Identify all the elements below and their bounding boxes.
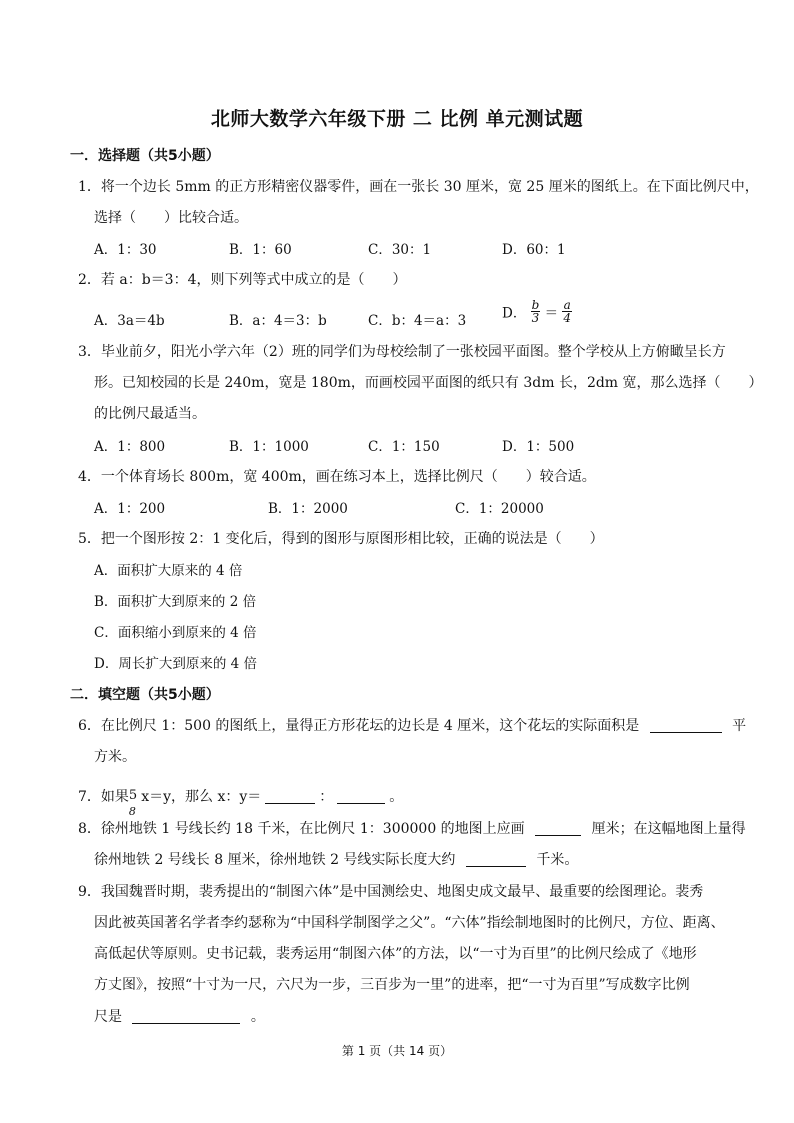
q6-text-pre: 6．在比例尺 1：500 的图纸上，量得正方形花坛的边长是 4 厘米，这个花坛的实际面积是 <box>78 718 640 734</box>
q5-option-c[interactable]: C．面积缩小到原来的 4 倍 <box>94 625 257 641</box>
q1-option-d[interactable]: D．60：1 <box>502 242 566 258</box>
q1-option-b[interactable]: B．1：60 <box>229 242 292 258</box>
question-3-text-cont: 形。已知校园的长是 240m，宽是 180m，而画校园平面图的纸只有 3dm 长，2dm 宽，那么选择（ ） <box>94 375 763 391</box>
q9-answer-blank[interactable] <box>132 1008 240 1024</box>
question-5-text: 5．把一个图形按 2：1 变化后，得到的图形与原图形相比较，正确的说法是（ ） <box>78 531 604 547</box>
q8-text-pre: 8．徐州地铁 1 号线长约 18 千米，在比例尺 1：300000 的地图上应画 <box>78 821 525 837</box>
q7-separator: ： <box>319 789 334 805</box>
q1-option-c[interactable]: C．30：1 <box>368 242 432 258</box>
q3-option-a[interactable]: A．1：800 <box>94 439 166 455</box>
page-title: 北师大数学六年级下册 二 比例 单元测试题 <box>210 108 584 130</box>
q7-text-mid: x＝y，那么 x：y＝ <box>141 789 262 805</box>
q5-option-a[interactable]: A．面积扩大原来的 4 倍 <box>94 563 243 579</box>
question-4-text: 4．一个体育场长 800m，宽 400m，画在练习本上，选择比例尺（ ）较合适。 <box>78 469 596 485</box>
question-8-text <box>78 818 746 838</box>
q9-text-line5-pre: 尺是 <box>94 1009 122 1025</box>
question-3-text-cont2: 的比例尺最适当。 <box>94 406 206 422</box>
q2-option-b[interactable]: B．a：4＝3：b <box>229 313 327 329</box>
q2-option-d-fraction-left: $\frac{b}{3}$ <box>531 298 540 325</box>
question-6-text-cont: 方米。 <box>94 749 136 765</box>
q4-option-a[interactable]: A．1：200 <box>94 501 166 517</box>
question-1-text: 1．将一个边长 5mm 的正方形精密仪器零件，画在一张长 30 厘米，宽 25 厘米的图纸上。在下面比例尺中， <box>78 179 759 195</box>
q7-answer-blank-2[interactable] <box>337 788 385 804</box>
question-8-text-cont <box>94 849 578 869</box>
question-9-text-cont4 <box>94 1006 265 1026</box>
q3-option-c[interactable]: C．1：150 <box>368 439 440 455</box>
question-9-text-cont: 因此被英国著名学者李约瑟称为“中国科学制图学之父”。“六体”指绘制地图时的比例尺，方位、距离、 <box>94 915 725 931</box>
page-footer: 第 1 页（共 14 页） <box>341 1044 453 1058</box>
q2-option-d[interactable] <box>502 299 572 324</box>
q3-option-b[interactable]: B．1：1000 <box>229 439 309 455</box>
q6-text-post: 平 <box>732 718 747 734</box>
section-choice-heading: 一．选择题（共5小题） <box>70 148 220 164</box>
q8-text-line2-post: 千米。 <box>536 852 579 868</box>
q2-option-a[interactable]: A．3a＝4b <box>94 313 165 329</box>
q3-option-d[interactable]: D．1：500 <box>502 439 575 455</box>
q6-answer-blank[interactable] <box>650 717 722 733</box>
q5-option-b[interactable]: B．面积扩大到原来的 2 倍 <box>94 594 257 610</box>
q5-option-d[interactable]: D．周长扩大到原来的 4 倍 <box>94 656 257 672</box>
q7-answer-blank-1[interactable] <box>265 788 315 804</box>
q9-text-line5-post: 。 <box>250 1009 265 1025</box>
question-3-text: 3．毕业前夕，阳光小学六年（2）班的同学们为母校绘制了一张校园平面图。整个学校从上方俯瞰呈长方 <box>78 344 726 360</box>
q8-text-post: 厘米；在这幅地图上量得 <box>591 821 746 837</box>
section-fill-heading: 二．填空题（共5小题） <box>70 687 220 703</box>
q7-fraction: 5 8 <box>128 788 138 818</box>
question-7-text <box>78 786 404 818</box>
q8-answer-blank-2[interactable] <box>466 851 526 867</box>
q7-text-end: 。 <box>389 789 404 805</box>
q2-option-c[interactable]: C．b：4＝a：3 <box>368 313 467 329</box>
question-1-text-cont: 选择（ ）比较合适。 <box>94 210 248 226</box>
question-6-text <box>78 715 746 735</box>
q8-answer-blank-1[interactable] <box>535 820 581 836</box>
question-9-text: 9．我国魏晋时期，裴秀提出的“制图六体”是中国测绘史、地图史成文最早、最重要的绘图理论。裴秀 <box>78 884 704 900</box>
question-9-text-cont2: 高低起伏等原则。史书记载，裴秀运用“制图六体”的方法，以“一寸为百里”的比例尺绘成了《地形 <box>94 946 697 962</box>
q2-option-d-label: D． <box>502 305 527 322</box>
q1-option-a[interactable]: A．1：30 <box>94 242 157 258</box>
q2-option-d-fraction-right: $\frac{a}{4}$ <box>563 298 572 325</box>
question-2-text: 2．若 a：b＝3：4，则下列等式中成立的是（ ） <box>78 272 407 288</box>
question-9-text-cont3: 方丈图》，按照“十寸为一尺，六尺为一步，三百步为一里”的进率，把“一寸为百里”写成数字比例 <box>94 977 690 993</box>
q2-option-d-equals: ＝ <box>544 305 559 322</box>
q7-text-pre: 7．如果 <box>78 789 129 805</box>
q4-option-b[interactable]: B．1：2000 <box>268 501 348 517</box>
q4-option-c[interactable]: C．1：20000 <box>455 501 544 517</box>
q8-text-line2-pre: 徐州地铁 2 号线长 8 厘米，徐州地铁 2 号线实际长度大约 <box>94 852 456 868</box>
